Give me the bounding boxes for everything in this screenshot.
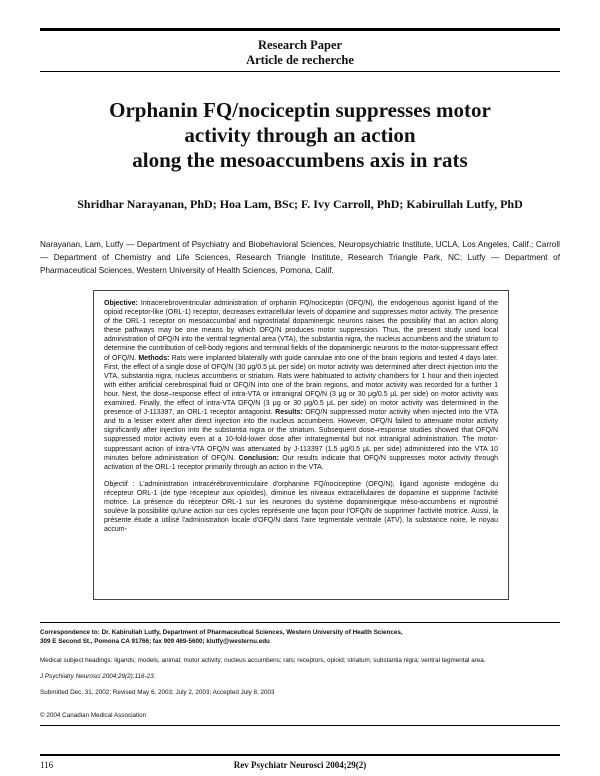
abstract-english	[104, 299, 498, 472]
author-list: Shridhar Narayanan, PhD; Hoa Lam, BSc; F. Ivy Carroll, PhD; Kabirullah Lutfy, PhD	[77, 197, 523, 211]
title-line: along the mesoaccumbens axis in rats	[132, 148, 468, 172]
results-text: OFQ/N suppressed motor activity when injected into the VTA and to a lesser extent after direct injection into the nucleus accumbens. However, OFQ/N failed to attenuate motor activity significantly after injection into the substantia nigra or the striatum. Subsequent dose–response studies showed that OFQ/N suppressed motor activity even at a 10-fold-lower dose after intrategmental but not intranigral administration. The motor-suppressant action of intra-VTA OFQ/N was attenuated by J-113397 (1.5 μg/0.5 μL per side) administered into the VTA 10 minutes before administration of OFQ/N.	[104, 409, 499, 462]
conclusion-text: Our results indicate that OFQ/N suppresses motor activity through activation of the ORL-1 receptor primarily through an action in the VTA.	[104, 454, 499, 471]
header-rule	[40, 71, 560, 72]
section-label-fr: Article de recherche	[246, 53, 354, 67]
footer-rule-bottom	[40, 754, 560, 756]
subject-headings: Medical subject headings: ligands; models, animal; motor activity; nucleus accumbens; rats; receptors, opioid; striatum; substantia nigra; ventral tegmental area.	[40, 657, 486, 664]
submission-dates: Submitted Dec. 31, 2002; Revised May 6, 2003; July 2, 2003; Accepted July 8, 2003	[40, 689, 275, 696]
top-rule	[40, 28, 560, 31]
correspondence-line-1: Correspondence to: Dr. Kabirullah Lutfy, Department of Pharmaceutical Sciences, Western University of Health Sciences,	[40, 629, 403, 636]
correspondence-line-2: 309 E Second St., Pomona CA 91766; fax 909 469-5600; klutfy@westernu.edu	[40, 638, 270, 645]
article-title	[40, 98, 560, 173]
results-label: Results:	[272, 409, 303, 417]
abstract-box	[93, 290, 509, 600]
section-label-en: Research Paper	[257, 38, 343, 52]
methods-text: Rats were implanted bilaterally with guide cannulae into one of the brain regions and tested 4 days later. First, the effect of a single dose of OFQ/N (30 μg/0.5 μL per side) on motor activity was determined after direct injection into the VTA, substantia nigra, nucleus accumbens or striatum. Rats were habituated to activity chambers for 1 hour and then injected with either artificial cerebrospinal fluid or OFQ/N into one of the brain regions, and motor activity was recorded for a further 1 hour. Next, the dose–response effect of intra-VTA or intranigral OFQ/N (3 μg or 30 μg/0.5 μL per side) on motor activity was examined. Finally, the effect of intra-VTA OFQ/N (3 μg or 30 μg/0.5 μL per side) on motor activity was determined in the presence of J-113397, an ORL-1 receptor antagonist.	[104, 354, 498, 417]
journal-footer: Rev Psychiatr Neurosci 2004;29(2)	[233, 760, 367, 770]
objective-label: Objective:	[104, 300, 138, 307]
conclusion-label: Conclusion:	[235, 454, 279, 462]
footnote-rule	[40, 622, 560, 623]
title-line: activity through an action	[184, 123, 416, 147]
methods-label: Methods:	[136, 354, 170, 362]
objective-text: Intracerebroventricular administration of orphanin FQ/nociceptin (OFQ/N), the endogenous agonist ligand of the opioid receptor-like (ORL-1) receptor, decreases extracellular levels of dopamine and suppresses motor activity. The presence of the ORL-1 receptor on mesoaccumbal and nigrostriatal dopaminergic neurons raises the possibility that an action along these pathways may be one means by which OFQ/N produces motor suppression. Thus, the present study used local administration of OFQ/N into the ventral tegmental area (VTA), the substantia nigra, the nucleus accumbens and the striatum to determine the contribution of cell-body regions and terminal fields of the dopaminergic neurons to the motor-suppressant effect of OFQ/N.	[104, 300, 499, 362]
journal-citation: J Psychiatry Neurosci 2004;29(2):116-23.	[40, 673, 156, 680]
copyright: © 2004 Canadian Medical Association	[40, 712, 147, 719]
affiliations: Narayanan, Lam, Lutfy — Department of Psychiatry and Biobehavioral Sciences, Neuropsychiatric Institute, UCLA, Los Angeles, Calif.; Carroll — Department of Chemistry and Life Sciences, Research Triangle Institute, Research Triangle Park, NC; Lutfy — Department of Pharmaceutical Sciences, Western University of Health Sciences, Pomona, Calif.	[40, 240, 560, 275]
footer-rule	[40, 725, 560, 726]
title-line: Orphanin FQ/nociceptin suppresses motor	[109, 98, 491, 122]
abstract-french: Objectif : L'administration intracérébroventriculaire d'orphanine FQ/nociceptine (OFQ/N), ligand agoniste endogène du récepteur ORL-1 (de type récepteur aux opioïdes), diminue les niveaux extracellulaires de dopamine et supprime l'activité motrice. La présence du récepteur ORL-1 sur les neurones du système dopaminergique méso-accumbens et nigrostrié soulève la possibilité qu'une action sur ces cycles représente une façon pour l'OFQ/N de supprimer l'activité motrice. Aussi, la présente étude a utilisé l'administration locale d'OFQ/N dans l'aire tegmentale ventrale (ATV), la substance noire, le noyau accum-	[104, 480, 498, 534]
page-number: 116	[40, 760, 54, 770]
